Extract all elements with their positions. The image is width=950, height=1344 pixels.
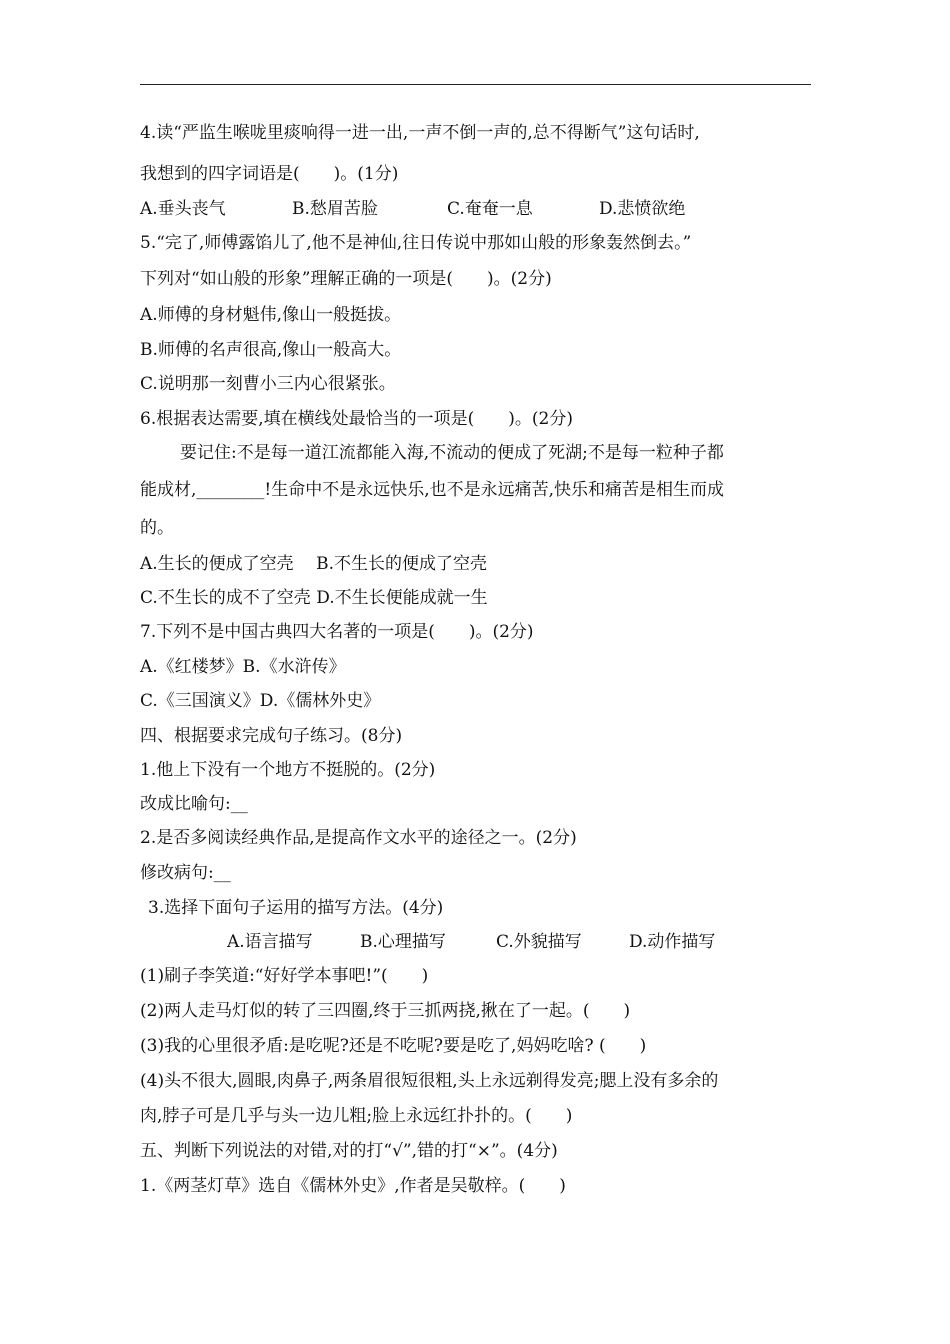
q5-option-a: A.师傅的身材魁伟,像山一般挺拔。	[140, 305, 402, 325]
q4-stem-cont: 我想到的四字词语是( )。(1分)	[140, 164, 399, 184]
option-d: D.悲愤欲绝	[599, 199, 686, 219]
q4-options	[140, 197, 685, 221]
s4-q3-item4-cont: 肉,脖子可是几乎与头一边儿粗;脸上永远红扑扑的。( )	[140, 1106, 573, 1126]
q5-option-c: C.说明那一刻曹小三内心很紧张。	[140, 374, 396, 394]
q5-option-b: B.师傅的名声很高,像山一般高大。	[140, 340, 402, 360]
s4-q1-answer: 改成比喻句:__	[140, 794, 248, 814]
s4-q3-item4: (4)头不很大,圆眼,肉鼻子,两条眉很短很粗,头上永远剃得发亮;腮上没有多余的	[140, 1071, 719, 1091]
method-options	[227, 930, 715, 954]
section-five-heading: 五、判断下列说法的对错,对的打“√”,错的打“×”。(4分)	[140, 1141, 558, 1161]
q7-stem: 7.下列不是中国古典四大名著的一项是( )。(2分)	[140, 622, 534, 642]
s4-q3: 3.选择下面句子运用的描写方法。(4分)	[148, 898, 444, 918]
method-a: A.语言描写	[227, 932, 313, 952]
section-four-heading: 四、根据要求完成句子练习。(8分)	[140, 726, 403, 746]
s4-q3-item2: (2)两人走马灯似的转了三四圈,终于三抓两挠,揪在了一起。( )	[140, 1001, 631, 1021]
s4-q1: 1.他上下没有一个地方不挺脱的。(2分)	[140, 760, 436, 780]
method-c: C.外貌描写	[496, 932, 582, 952]
s4-q3-item3: (3)我的心里很矛盾:是吃呢?还是不吃呢?要是吃了,妈妈吃啥? ( )	[140, 1036, 647, 1056]
q4-stem: 4.读“严监生喉咙里痰响得一进一出,一声不倒一声的,总不得断气”这句话时,	[140, 123, 700, 143]
s4-q2-answer: 修改病句:__	[140, 863, 231, 883]
option-c: C.奄奄一息	[447, 199, 533, 219]
q5-stem: 5.“完了,师傅露馅儿了,他不是神仙,往日传说中那如山般的形象轰然倒去。”	[140, 233, 692, 253]
header-rule	[140, 84, 811, 85]
s5-q1: 1.《两茎灯草》选自《儒林外史》,作者是吴敬梓。( )	[140, 1176, 566, 1196]
q6-stem: 6.根据表达需要,填在横线处最恰当的一项是( )。(2分)	[140, 409, 573, 429]
q6-options-cd: C.不生长的成不了空壳 D.不生长便能成就一生	[140, 588, 488, 608]
q6-passage: 要记住:不是每一道江流都能入海,不流动的便成了死湖;不是每一粒种子都	[180, 443, 724, 463]
q6-options-ab: A.生长的便成了空壳 B.不生长的便成了空壳	[140, 554, 487, 574]
s4-q2: 2.是否多阅读经典作品,是提高作文水平的途径之一。(2分)	[140, 828, 577, 848]
q6-passage-end: 的。	[140, 518, 174, 538]
option-a: A.垂头丧气	[140, 199, 226, 219]
q5-stem-cont: 下列对“如山般的形象”理解正确的一项是( )。(2分)	[140, 269, 552, 289]
option-b: B.愁眉苦脸	[292, 199, 378, 219]
method-d: D.动作描写	[629, 932, 716, 952]
q7-options-ab: A.《红楼梦》B.《水浒传》	[140, 657, 346, 677]
q6-passage-cont: 能成材,________!生命中不是永远快乐,也不是永远痛苦,快乐和痛苦是相生而成	[140, 480, 725, 500]
method-b: B.心理描写	[360, 932, 446, 952]
s4-q3-item1: (1)刷子李笑道:“好好学本事吧!”( )	[140, 966, 429, 986]
q7-options-cd: C.《三国演义》D.《儒林外史》	[140, 691, 381, 711]
